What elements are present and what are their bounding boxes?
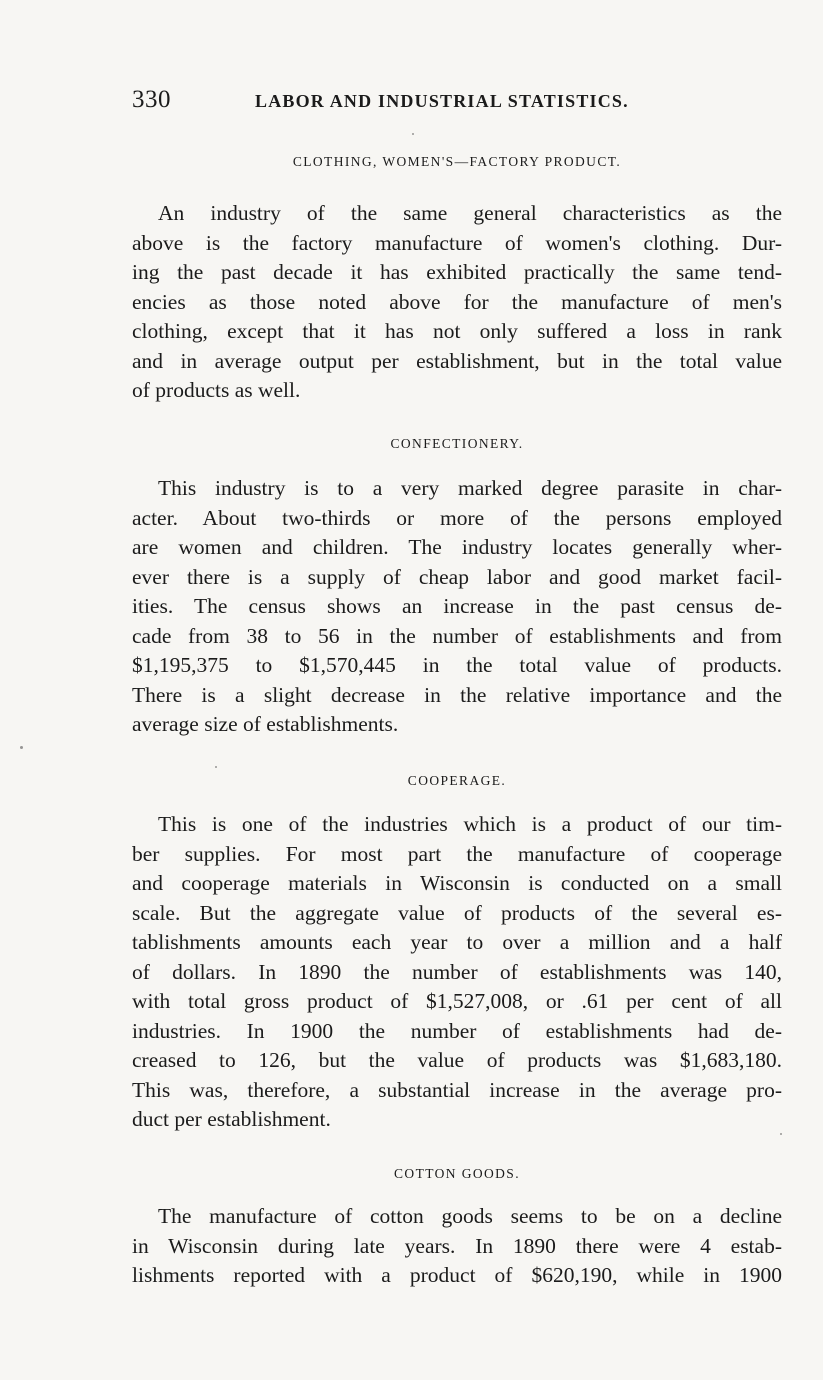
text-line: with total gross product of $1,527,008, or .61 per cent of all (132, 989, 782, 1013)
print-speck (215, 766, 217, 768)
text-line: of products as well. (132, 378, 301, 402)
text-line: industries. In 1900 the number of establishments had de- (132, 1018, 782, 1043)
text-line: This was, therefore, a substantial increase in the average pro- (132, 1077, 782, 1102)
text-line: ities. The census shows an increase in the past census de- (132, 594, 782, 618)
print-speck (780, 1133, 782, 1135)
running-head (132, 86, 782, 126)
text-line: acter. About two-thirds or more of the persons employed (132, 505, 782, 530)
text-line: and in average output per establishment, but in the total value (132, 348, 782, 373)
text-line: ber supplies. For most part the manufacture of cooperage (132, 841, 782, 866)
text-line: ever there is a supply of cheap labor and good market facil- (132, 564, 782, 589)
section-heading-clothing-womens: CLOTHING, WOMEN'S—FACTORY PRODUCT. (292, 154, 622, 169)
text-line: above is the factory manufacture of women's clothing. Dur- (132, 230, 782, 255)
text-line: encies as those noted above for the manufacture of men's (132, 289, 782, 314)
text-line: An industry of the same general characteristics as the (158, 201, 782, 225)
text-line: clothing, except that it has not only suffered a loss in rank (132, 319, 782, 343)
text-line: are women and children. The industry locates generally wher- (132, 535, 782, 559)
text-line: This is one of the industries which is a product of our tim- (158, 812, 782, 836)
text-line: cade from 38 to 56 in the number of establishments and from (132, 623, 782, 648)
paragraph-cotton-goods (132, 1202, 782, 1291)
text-line: There is a slight decrease in the relative importance and the (132, 682, 782, 707)
text-line: of dollars. In 1890 the number of establishments was 140, (132, 959, 782, 984)
paragraph-clothing-womens (132, 199, 782, 406)
running-title: LABOR AND INDUSTRIAL STATISTICS. (255, 91, 629, 111)
print-speck (412, 133, 414, 135)
text-line: and cooperage materials in Wisconsin is conducted on a small (132, 871, 782, 895)
section-heading-confectionery: CONFECTIONERY. (390, 436, 524, 451)
text-line: creased to 126, but the value of products was $1,683,180. (132, 1048, 782, 1072)
page-number: 330 (132, 86, 171, 113)
text-line: duct per establishment. (132, 1107, 331, 1131)
print-speck (20, 746, 23, 749)
text-line: in Wisconsin during late years. In 1890 there were 4 estab- (132, 1233, 782, 1258)
text-line: This industry is to a very marked degree parasite in char- (158, 476, 782, 500)
text-line: lishments reported with a product of $620,190, while in 1900 (132, 1263, 782, 1287)
section-heading-cooperage: COOPERAGE. (407, 773, 507, 788)
section-heading-cotton-goods: COTTON GOODS. (394, 1166, 520, 1181)
text-line: tablishments amounts each year to over a million and a half (132, 930, 782, 954)
paragraph-cooperage (132, 810, 782, 1135)
text-line: scale. But the aggregate value of products of the several es- (132, 900, 782, 925)
text-line: $1,195,375 to $1,570,445 in the total value of products. (132, 653, 782, 677)
paragraph-confectionery (132, 474, 782, 740)
text-line: average size of establishments. (132, 712, 399, 736)
text-line: ing the past decade it has exhibited practically the same tend- (132, 260, 782, 284)
text-line: The manufacture of cotton goods seems to be on a decline (158, 1204, 782, 1228)
